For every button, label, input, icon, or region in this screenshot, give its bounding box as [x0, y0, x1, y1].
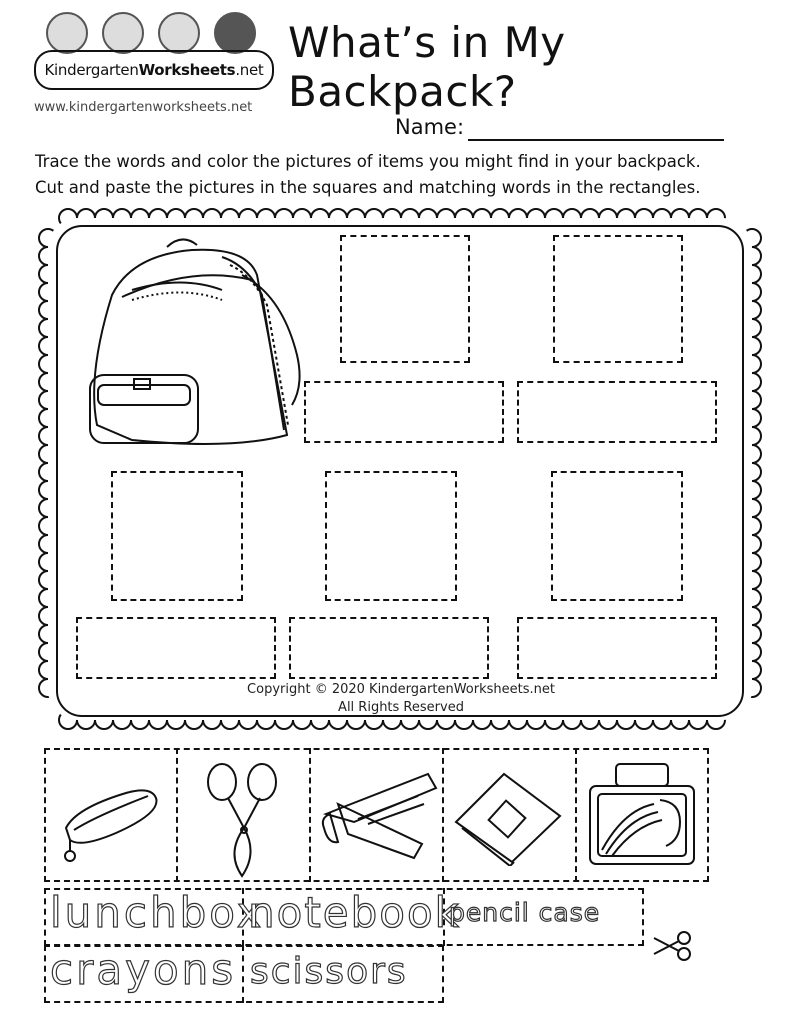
cut-divider	[176, 748, 178, 882]
logo-text-regular: Kindergarten	[44, 61, 139, 79]
instruction-line-2: Cut and paste the pictures in the squares and matching words in the rectangles.	[35, 178, 701, 197]
paste-square[interactable]	[553, 235, 683, 363]
crayons-icon[interactable]	[318, 764, 438, 864]
copyright-line-1: Copyright © 2020 KindergartenWorksheets.net	[247, 682, 555, 697]
kid-icon	[102, 12, 144, 54]
cut-divider	[442, 748, 444, 882]
logo-text-bold: Worksheets	[138, 61, 236, 79]
paste-rectangle[interactable]	[517, 381, 717, 443]
instruction-line-1: Trace the words and color the pictures of items you might find in your backpack.	[35, 152, 701, 171]
copyright-line-2: All Rights Reserved	[338, 700, 464, 715]
trace-word[interactable]: notebook	[248, 888, 461, 937]
lunchbox-icon[interactable]	[584, 760, 700, 872]
cut-divider	[575, 748, 577, 882]
kid-icon	[158, 12, 200, 54]
trace-word[interactable]: crayons	[50, 945, 237, 994]
paste-square[interactable]	[111, 471, 243, 601]
name-line[interactable]	[468, 139, 724, 141]
scissors-icon[interactable]	[196, 758, 292, 878]
cut-here-scissors-icon	[650, 924, 694, 968]
name-label: Name:	[395, 115, 465, 139]
website-url[interactable]: www.kindergartenworksheets.net	[34, 100, 253, 115]
trace-word[interactable]: lunchbox	[50, 888, 265, 937]
trace-word[interactable]: scissors	[250, 951, 408, 992]
paste-square[interactable]	[325, 471, 457, 601]
notebook-icon[interactable]	[452, 770, 564, 866]
logo-kids-illustration	[36, 10, 266, 50]
site-logo[interactable]	[34, 50, 274, 90]
cut-divider	[309, 748, 311, 882]
paste-square[interactable]	[340, 235, 470, 363]
trace-word[interactable]: pencil case	[449, 898, 601, 927]
paste-rectangle[interactable]	[304, 381, 504, 443]
paste-rectangle[interactable]	[517, 617, 717, 679]
paste-rectangle[interactable]	[289, 617, 489, 679]
page-title: What’s in My Backpack?	[288, 18, 566, 116]
pencil-case-icon[interactable]	[56, 768, 166, 868]
cut-divider	[242, 945, 244, 1003]
logo-text-suffix: .net	[235, 61, 264, 79]
paste-square[interactable]	[551, 471, 683, 601]
worksheet-frame	[56, 225, 744, 717]
paste-rectangle[interactable]	[76, 617, 276, 679]
kid-icon	[46, 12, 88, 54]
backpack-icon	[72, 235, 312, 457]
kid-icon	[214, 12, 256, 54]
